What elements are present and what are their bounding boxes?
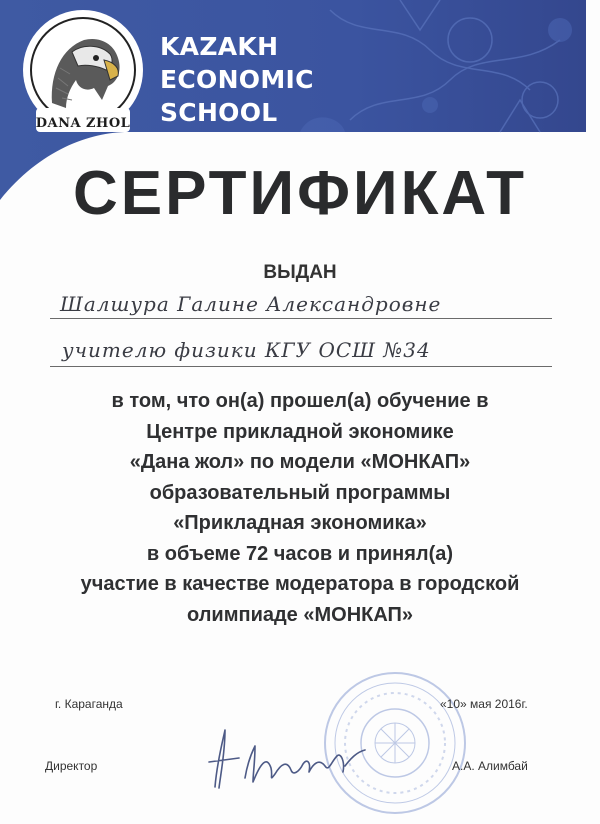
recipient-name-underline xyxy=(50,318,552,319)
body-line: «Прикладная экономика» xyxy=(173,512,427,534)
director-name: А.А. Алимбай xyxy=(452,759,528,773)
director-label: Директор xyxy=(45,759,98,773)
director-signature xyxy=(195,722,380,792)
certificate-title: СЕРТИФИКАТ xyxy=(73,159,527,228)
recipient-name: Шалшура Галине Александровне xyxy=(60,292,442,316)
issue-city: г. Караганда xyxy=(55,697,123,711)
certificate-body xyxy=(0,386,600,630)
body-line: образовательный программы xyxy=(149,481,451,504)
body-line: участие в качестве модератора в городской xyxy=(80,573,520,595)
body-line: Центре прикладной экономике xyxy=(146,420,454,443)
school-name-line-2: ECONOMIC xyxy=(160,65,314,94)
school-name-line-1: KAZAKH xyxy=(160,32,279,61)
dana-zhol-logo xyxy=(22,8,144,140)
body-line: в том, что он(а) прошел(а) обучение в xyxy=(111,390,489,412)
school-name-line-3: SCHOOL xyxy=(160,98,278,127)
recipient-position-underline xyxy=(50,366,552,367)
issue-date: «10» мая 2016г. xyxy=(440,697,528,711)
recipient-position: учителю физики КГУ ОСШ №34 xyxy=(62,338,431,362)
school-name xyxy=(160,30,314,129)
body-line: «Дана жол» по модели «МОНКАП» xyxy=(129,451,471,473)
logo-caption: DANA ZHOL xyxy=(35,116,131,131)
body-line: в объеме 72 часов и принял(а) xyxy=(146,542,454,565)
body-line: олимпиаде «МОНКАП» xyxy=(186,603,414,626)
issued-label: ВЫДАН xyxy=(263,262,337,283)
